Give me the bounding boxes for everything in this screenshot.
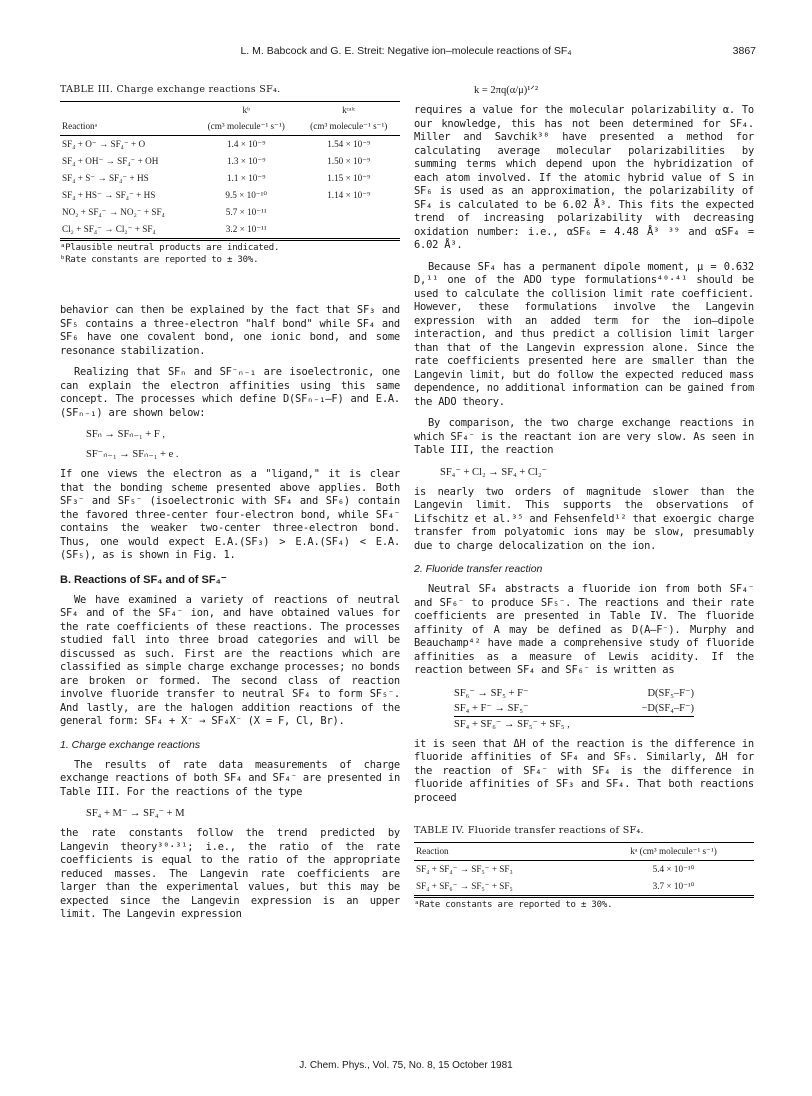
table4-reaction: SF₄ + SF₄⁻ → SF₅⁻ + SF₃ — [416, 864, 513, 874]
reaction-scheme — [454, 686, 694, 732]
table3-kcalc: 1.14 × 10⁻⁹ — [327, 190, 371, 200]
table4-caption: TABLE IV. Fluoride transfer reactions of SF₄. — [414, 825, 644, 836]
table3-reaction: Cl₂ + SF₄⁻ → Cl₂⁻ + SF₄ — [62, 224, 156, 234]
subsection-heading: 2. Fluoride transfer reaction — [414, 563, 543, 575]
table3-header — [60, 118, 400, 136]
table3-k: 1.3 × 10⁻⁹ — [226, 156, 266, 166]
table3-k: 1.1 × 10⁻⁹ — [226, 173, 266, 183]
body-paragraph: We have examined a variety of reactions of neutral SF₄ and of the SF₄⁻ ion, and have obtained values for the rate coefficients of these reactions. The processes studied fall into three broad categories and will be discussed as such. First are the reactions which are classified as simple charge exchange processes; no bonds are broken or formed. The second class of reaction involve fluoride transfer to neutral SF₄ to form SF₅⁻. And lastly, are the halogen addition reactions of the general form: SF₄ + X⁻ → SF₄X⁻ (X = F, Cl, Br). — [60, 593, 400, 727]
table4-reaction: SF₄ + SF₆⁻ → SF₅⁻ + SF₅ — [416, 881, 513, 891]
body-paragraph: is nearly two orders of magnitude slower than the Langevin limit. This supports the observations of Lifschitz et al.³⁵ and Fehsenfeld¹² that exoergic charge transfer from polyatomic ions may be slow, presumably due to charge delocalization on the ion. — [414, 485, 754, 552]
table3-k: 1.4 × 10⁻⁹ — [226, 139, 266, 149]
body-paragraph: requires a value for the molecular polarizability α. To our knowledge, this has not been determined for SF₄. Miller and Savchik³⁸ have presented a method for calculating average molecular polarizabilities by summing terms which depend upon the hybridization of each atom involved. If the atomic hybrid value of S in SF₆ is used as an approximation, the polarizability of SF₄ is calculated to be 6.02 Å³. This fits the expected trend of increasing polarizability with decreasing oxidation number: i.e., αSF₆ = 4.48 Å³ ³⁹ and αSF₄ = 6.02 Å³. — [414, 104, 754, 251]
table4-col1: Reaction — [416, 846, 449, 856]
equation: SFₙ → SFₙ₋₁ + F , — [86, 429, 165, 440]
section-heading: B. Reactions of SF₄ and of SF₄⁻ — [60, 573, 227, 586]
table3-k: 3.2 × 10⁻¹¹ — [225, 224, 267, 234]
equation: SF₄⁻ + Cl₂ → SF₄ + Cl₂⁻ — [440, 466, 548, 478]
body-paragraph: Because SF₄ has a permanent dipole moment, μ = 0.632 D,¹¹ one of the ADO type formulations⁴⁰·⁴¹ should be used to calculate the collision limit rate coefficient. However, these formulations involve the Langevin expression with an added term for the ion–dipole interaction, and thus predict a collision limit larger than that of the Langevin expression alone. Since the rate coefficients presented here are smaller than the Langevin limit, but do follow the expected reduced mass dependence, no additional information can be gained from the ADO theory. — [414, 260, 754, 408]
table3-col3-top: kᶜᵃˡᶜ — [342, 105, 356, 115]
table3-k: 5.7 × 10⁻¹¹ — [225, 207, 267, 217]
table3-header-top — [60, 102, 400, 119]
scheme-term: D(SF₅–F⁻) — [647, 687, 694, 699]
right-column — [414, 84, 754, 912]
table3-footnote-b: ᵇRate constants are reported to ± 30%. — [60, 254, 259, 265]
table-row — [60, 187, 400, 204]
body-paragraph: it is seen that ΔH of the reaction is the difference in fluoride affinities of SF₄ and SF₅. Similarly, ΔH for the reaction of SF₄⁻ with SF₄ is the difference in fluoride affinities of SF₃ and SF₄. That both reactions proceed — [414, 737, 754, 804]
table4-k: 5.4 × 10⁻¹⁰ — [652, 864, 695, 874]
table3-col2-top: kᵇ — [242, 105, 250, 115]
table3-caption: TABLE III. Charge exchange reactions SF₄. — [60, 84, 281, 95]
table-row — [60, 170, 400, 187]
table-row — [414, 878, 754, 897]
equation: SF₄ + M⁻ → SF₄⁻ + M — [86, 808, 185, 819]
table3 — [60, 101, 400, 243]
body-paragraph: the rate constants follow the trend predicted by Langevin theory³⁰·³¹; i.e., the ratio of the rate coefficients is equal to the ratio of the appropriate reduced masses. The Langevin rate coefficients are larger than the experimental values, but this may be expected since the Langevin expression is an upper limit. The Langevin expression — [60, 827, 400, 920]
table4-col2: kᵃ (cm³ molecule⁻¹ s⁻¹) — [630, 846, 717, 856]
table3-reaction: SF₄ + HS⁻ → SF₄⁻ + HS — [62, 190, 156, 200]
body-paragraph: Realizing that SFₙ and SF⁻ₙ₋₁ are isoelectronic, one can explain the electron affinities using this same concept. The processes which define D(SFₙ₋₁–F) and E.A.(SFₙ₋₁) are shown below: — [60, 366, 400, 419]
table-row — [60, 204, 400, 221]
subsection-heading: 1. Charge exchange reactions — [60, 738, 201, 751]
body-paragraph: By comparison, the two charge exchange reactions in which SF₄⁻ is the reactant ion are very slow. As seen in Table III, the reaction — [414, 417, 754, 456]
scheme-line: SF₆⁻ → SF₅ + F⁻ — [454, 687, 529, 699]
table3-col2: (cm³ molecule⁻¹ s⁻¹) — [207, 121, 285, 131]
running-head: L. M. Babcock and G. E. Streit: Negative ion–molecule reactions of SF₄ — [240, 45, 572, 57]
table-row — [60, 221, 400, 240]
table3-kcalc — [297, 204, 400, 221]
table3-footnote-a: ᵃPlausible neutral products are indicated. — [60, 243, 280, 253]
left-column — [60, 84, 400, 930]
table3-kcalc: 1.50 × 10⁻⁹ — [327, 156, 371, 166]
table-row — [60, 136, 400, 154]
body-paragraph: If one views the electron as a "ligand," it is clear that the bonding scheme presented above applies. Both SF₃⁻ and SF₅⁻ (isoelectronic with SF₄ and SF₆) contain the favored three-center four-electron bond, while SF₄⁻ contains the weaker two-center three-electron bond. Thus, one would expect E.A.(SF₃) > E.A.(SF₄) < E.A.(SF₅), as is shown in Fig. 1. — [60, 468, 400, 561]
scheme-term: −D(SF₄–F⁻) — [641, 702, 694, 714]
table3-reaction: SF₄ + S⁻ → SF₄⁻ + HS — [62, 173, 149, 183]
body-paragraph: Neutral SF₄ abstracts a fluoride ion from both SF₄⁻ and SF₆⁻ to produce SF₅⁻. The reactions and their rate coefficients are presented in Table IV. The fluoride affinity of A may be defined as D(A–F⁻). Murphy and Beauchamp⁴² have made a comprehensive study of fluoride affinities as a measure of Lewis acidity. If the reaction between SF₄ and SF₆⁻ is written as — [414, 583, 754, 676]
scheme-line: SF₄ + F⁻ → SF₅⁻ — [454, 702, 529, 714]
table4-k: 3.7 × 10⁻¹⁰ — [652, 881, 695, 891]
table3-kcalc: 1.54 × 10⁻⁹ — [327, 139, 371, 149]
table3-reaction: SF₄ + O⁻ → SF₄⁻ + O — [62, 139, 146, 149]
table-row — [414, 861, 754, 879]
table4-header — [414, 843, 754, 861]
equation: SF⁻ₙ₋₁ → SFₙ₋₁ + e . — [86, 449, 179, 460]
table-row — [60, 153, 400, 170]
page-footer: J. Chem. Phys., Vol. 75, No. 8, 15 October 1981 — [299, 1060, 513, 1071]
table3-k: 9.5 × 10⁻¹⁰ — [225, 190, 268, 200]
body-paragraph: The results of rate data measurements of charge exchange reactions of both SF₄ and SF₄⁻ are presented in Table III. For the reactions of the type — [60, 758, 400, 798]
table3-kcalc: 1.15 × 10⁻⁹ — [327, 173, 371, 183]
table3-reaction: NO₂ + SF₄⁻ → NO₂⁻ + SF₄ — [62, 207, 165, 217]
body-paragraph: behavior can then be explained by the fact that SF₃ and SF₅ contains a three-electron "half bond" while SF₄ and SF₆ have one covalent bond, one ionic bond, and some resonance stabilization. — [60, 304, 400, 357]
equation: k = 2πq(α/μ)¹ᐟ² — [474, 85, 539, 96]
table4-footnote-a: ᵃRate constants are reported to ± 30%. — [414, 900, 613, 910]
page-number: 3867 — [732, 45, 756, 57]
scheme-line: SF₄ + SF₆⁻ → SF₅⁻ + SF₅ , — [454, 718, 570, 730]
table4 — [414, 842, 754, 900]
table3-col1: Reactionᵃ — [62, 121, 98, 131]
table3-col3: (cm³ molecule⁻¹ s⁻¹) — [310, 121, 388, 131]
table3-kcalc — [297, 221, 400, 240]
table3-reaction: SF₄ + OH⁻ → SF₄⁻ + OH — [62, 156, 159, 166]
